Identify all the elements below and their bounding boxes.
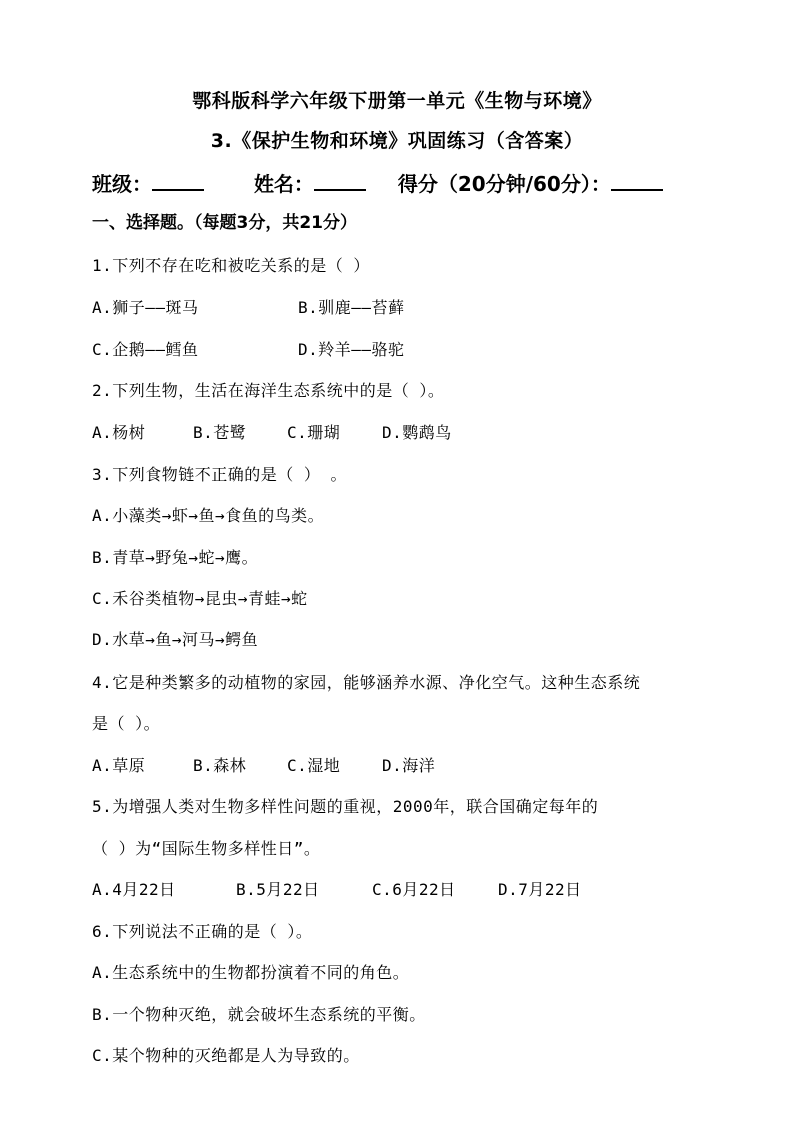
question-stem: 3.下列食物链不正确的是（ ） 。 — [92, 465, 348, 484]
option: A.草原 — [92, 756, 146, 775]
option: A.狮子——斑马 — [92, 298, 199, 317]
option: C.企鹅——鳕鱼 — [92, 340, 199, 359]
question-options — [92, 295, 405, 318]
option: D.羚羊——骆驼 — [298, 340, 405, 359]
question-stem: 6.下列说法不正确的是（ ）。 — [92, 922, 313, 941]
question-stem: 1.下列不存在吃和被吃关系的是（ ） — [92, 256, 370, 275]
question-options — [92, 877, 582, 900]
option: B.森林 — [193, 756, 247, 775]
option: B.一个物种灭绝，就会破坏生态系统的平衡。 — [92, 1005, 426, 1024]
question-options — [92, 753, 435, 776]
option: C.湿地 — [287, 756, 341, 775]
option: C.某个物种的灭绝都是人为导致的。 — [92, 1046, 360, 1065]
option: B.青草→野兔→蛇→鹰。 — [92, 548, 259, 567]
class-label: 班级： — [92, 172, 152, 196]
score-blank[interactable] — [611, 169, 663, 191]
question-stem: 5.为增强人类对生物多样性问题的重视，2000年，联合国确定每年的 — [92, 797, 599, 816]
option: B.苍鹭 — [193, 423, 247, 442]
option: A.4月22日 — [92, 880, 176, 899]
option: B.驯鹿——苔藓 — [298, 298, 405, 317]
class-blank[interactable] — [152, 169, 204, 191]
question-stem: 4.它是种类繁多的动植物的家园，能够涵养水源、净化空气。这种生态系统 — [92, 673, 641, 692]
option: C.6月22日 — [372, 880, 456, 899]
option: C.禾谷类植物→昆虫→青蛙→蛇 — [92, 589, 308, 608]
question-stem: 2.下列生物，生活在海洋生态系统中的是（ ）。 — [92, 381, 445, 400]
option: A.杨树 — [92, 423, 146, 442]
document-title: 鄂科版科学六年级下册第一单元《生物与环境》 — [192, 90, 602, 112]
document-subtitle: 3.《保护生物和环境》巩固练习（含答案） — [210, 130, 584, 152]
question-options — [92, 337, 405, 360]
name-blank[interactable] — [314, 169, 366, 191]
option: D.7月22日 — [498, 880, 582, 899]
question-options — [92, 420, 452, 443]
option: A.生态系统中的生物都扮演着不同的角色。 — [92, 963, 410, 982]
section-heading: 一、选择题。（每题3分，共21分） — [92, 213, 357, 233]
option: D.水草→鱼→河马→鳄鱼 — [92, 630, 259, 649]
option: A.小藻类→虾→鱼→食鱼的鸟类。 — [92, 506, 325, 525]
question-stem-continued: 是（ ）。 — [92, 714, 161, 733]
option: B.5月22日 — [236, 880, 320, 899]
option: D.鹦鹉鸟 — [382, 423, 452, 442]
name-label: 姓名： — [253, 172, 314, 196]
option: C.珊瑚 — [287, 423, 341, 442]
option: D.海洋 — [382, 756, 436, 775]
question-stem-continued: （ ）为“国际生物多样性日”。 — [92, 839, 321, 858]
student-info-row — [92, 168, 663, 197]
score-label: 得分（20分钟/60分）： — [397, 172, 611, 196]
